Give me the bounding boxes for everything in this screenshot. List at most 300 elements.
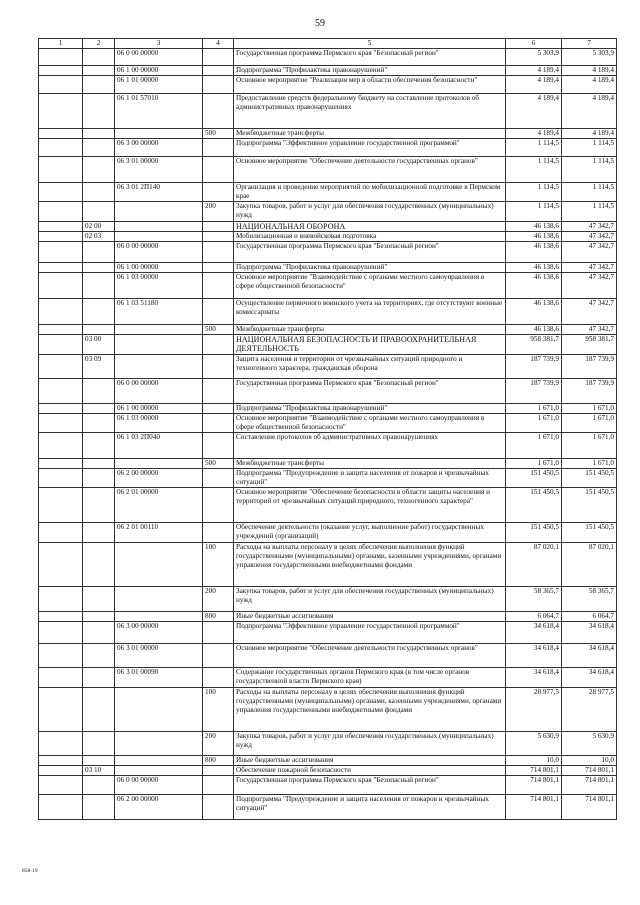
cell-target-code: 06 3 00 00000 — [115, 622, 203, 644]
cell-description: Межбюджетные трансферты — [234, 459, 506, 469]
cell-section — [83, 379, 115, 404]
cell-col1 — [39, 776, 83, 795]
cell-section — [83, 644, 115, 668]
cell-amount-year1: 5 303,9 — [506, 49, 562, 66]
cell-col1 — [39, 157, 83, 183]
cell-amount-year2: 151 450,5 — [562, 469, 617, 488]
table-row — [39, 587, 617, 612]
cell-target-code: 06 1 00 00000 — [115, 404, 203, 414]
table-row — [39, 222, 617, 232]
cell-target-code — [115, 222, 203, 232]
column-header: 6 — [506, 39, 562, 49]
column-header: 4 — [203, 39, 234, 49]
cell-amount-year2: 4 189,4 — [562, 66, 617, 76]
cell-amount-year2: 47 342,7 — [562, 222, 617, 232]
cell-description: Содержание государственных органов Пермского края (в том числе органов государственной власти Пермского края) — [234, 668, 506, 688]
cell-target-code — [115, 325, 203, 335]
cell-expense-type — [203, 766, 234, 776]
table-row — [39, 688, 617, 732]
cell-expense-type — [203, 273, 234, 299]
cell-expense-type — [203, 49, 234, 66]
column-header: 7 — [562, 39, 617, 49]
cell-amount-year2: 47 342,7 — [562, 299, 617, 325]
cell-target-code: 06 0 00 00000 — [115, 242, 203, 263]
cell-expense-type — [203, 795, 234, 820]
cell-amount-year2: 47 342,7 — [562, 242, 617, 263]
cell-section — [83, 157, 115, 183]
table-row — [39, 795, 617, 820]
cell-amount-year1: 4 189,4 — [506, 94, 562, 129]
cell-description: Осуществление первичного воинского учета на территориях, где отсутствуют военные комиссариаты — [234, 299, 506, 325]
cell-amount-year2: 58 365,7 — [562, 587, 617, 612]
table-row — [39, 459, 617, 469]
cell-amount-year1: 1 114,5 — [506, 139, 562, 157]
cell-amount-year1: 1 114,5 — [506, 183, 562, 202]
table-header-row — [39, 39, 617, 49]
cell-description: Межбюджетные трансферты — [234, 129, 506, 139]
table-row — [39, 622, 617, 644]
cell-col1 — [39, 66, 83, 76]
table-row — [39, 129, 617, 139]
cell-expense-type: 500 — [203, 459, 234, 469]
cell-amount-year1: 46 138,6 — [506, 222, 562, 232]
cell-target-code: 06 2 01 00110 — [115, 523, 203, 543]
table-row — [39, 183, 617, 202]
cell-amount-year2: 34 618,4 — [562, 668, 617, 688]
cell-target-code — [115, 202, 203, 222]
table-row — [39, 766, 617, 776]
cell-col1 — [39, 756, 83, 766]
cell-col1 — [39, 183, 83, 202]
cell-description: Закупка товаров, работ и услуг для обеспечения государственных (муниципальных) нужд — [234, 732, 506, 756]
cell-amount-year1: 151 450,5 — [506, 523, 562, 543]
cell-col1 — [39, 299, 83, 325]
cell-description: Основное мероприятие "Реализация мер в области обеспечения безопасности" — [234, 76, 506, 94]
cell-col1 — [39, 644, 83, 668]
cell-section — [83, 404, 115, 414]
cell-description: Защита населения и территории от чрезвычайных ситуаций природного и техногенного характера, гражданская оборона — [234, 355, 506, 379]
cell-section — [83, 299, 115, 325]
cell-amount-year1: 714 801,1 — [506, 795, 562, 820]
table-row — [39, 668, 617, 688]
table-row — [39, 325, 617, 335]
cell-amount-year1: 46 138,6 — [506, 263, 562, 273]
cell-target-code: 06 1 01 00000 — [115, 76, 203, 94]
table-row — [39, 776, 617, 795]
cell-amount-year2: 1 671,0 — [562, 459, 617, 469]
cell-amount-year2: 34 618,4 — [562, 644, 617, 668]
cell-amount-year1: 87 020,1 — [506, 543, 562, 587]
cell-target-code: 06 3 01 2П140 — [115, 183, 203, 202]
cell-target-code — [115, 732, 203, 756]
footer-code: 858-19 — [22, 868, 38, 874]
table-row — [39, 273, 617, 299]
table-row — [39, 66, 617, 76]
cell-expense-type — [203, 488, 234, 523]
cell-expense-type — [203, 355, 234, 379]
cell-expense-type: 200 — [203, 587, 234, 612]
cell-expense-type — [203, 404, 234, 414]
cell-col1 — [39, 379, 83, 404]
cell-target-code — [115, 129, 203, 139]
table-row — [39, 263, 617, 273]
cell-col1 — [39, 404, 83, 414]
cell-target-code: 06 1 00 00000 — [115, 263, 203, 273]
cell-target-code: 06 2 01 00000 — [115, 488, 203, 523]
cell-expense-type — [203, 222, 234, 232]
cell-expense-type — [203, 157, 234, 183]
cell-amount-year1: 46 138,6 — [506, 299, 562, 325]
cell-target-code: 06 3 01 00090 — [115, 668, 203, 688]
cell-amount-year2: 47 342,7 — [562, 232, 617, 242]
cell-section — [83, 433, 115, 459]
cell-section — [83, 543, 115, 587]
cell-section — [83, 459, 115, 469]
cell-expense-type — [203, 668, 234, 688]
cell-amount-year1: 46 138,6 — [506, 232, 562, 242]
cell-description: Закупка товаров, работ и услуг для обеспечения государственных (муниципальных) нужд — [234, 587, 506, 612]
cell-expense-type: 800 — [203, 756, 234, 766]
cell-description: Государственная программа Пермского края "Безопасный регион" — [234, 49, 506, 66]
cell-col1 — [39, 469, 83, 488]
cell-description: Подпрограмма "Эффективное управление государственной программой" — [234, 622, 506, 644]
cell-description: Государственная программа Пермского края "Безопасный регион" — [234, 776, 506, 795]
cell-expense-type: 200 — [203, 732, 234, 756]
cell-expense-type — [203, 94, 234, 129]
cell-amount-year1: 714 801,1 — [506, 766, 562, 776]
cell-target-code: 06 1 03 00000 — [115, 273, 203, 299]
cell-col1 — [39, 325, 83, 335]
cell-amount-year2: 1 114,5 — [562, 157, 617, 183]
cell-col1 — [39, 49, 83, 66]
column-header: 3 — [115, 39, 203, 49]
cell-description: Составление протоколов об административных правонарушениях — [234, 433, 506, 459]
cell-col1 — [39, 543, 83, 587]
cell-amount-year1: 1 671,0 — [506, 459, 562, 469]
cell-amount-year2: 10,0 — [562, 756, 617, 766]
cell-amount-year1: 187 739,9 — [506, 355, 562, 379]
cell-amount-year1: 151 450,5 — [506, 469, 562, 488]
cell-expense-type — [203, 776, 234, 795]
cell-target-code — [115, 459, 203, 469]
cell-description: Основное мероприятие "Взаимодействие с органами местного самоуправления в сфере общественной безопасности" — [234, 414, 506, 433]
cell-amount-year1: 1 671,0 — [506, 414, 562, 433]
table-row — [39, 139, 617, 157]
cell-amount-year1: 4 189,4 — [506, 76, 562, 94]
cell-amount-year2: 4 189,4 — [562, 76, 617, 94]
cell-target-code — [115, 355, 203, 379]
cell-expense-type — [203, 263, 234, 273]
cell-target-code: 06 1 03 51180 — [115, 299, 203, 325]
cell-col1 — [39, 232, 83, 242]
cell-target-code: 06 1 01 57010 — [115, 94, 203, 129]
table-row — [39, 756, 617, 766]
column-header: 5 — [234, 39, 506, 49]
table-row — [39, 543, 617, 587]
cell-description: НАЦИОНАЛЬНАЯ БЕЗОПАСНОСТЬ И ПРАВООХРАНИТЕЛЬНАЯ ДЕЯТЕЛЬНОСТЬ — [234, 335, 506, 355]
cell-amount-year1: 958 381,7 — [506, 335, 562, 355]
cell-col1 — [39, 488, 83, 523]
cell-target-code — [115, 756, 203, 766]
cell-col1 — [39, 795, 83, 820]
cell-section — [83, 668, 115, 688]
table-row — [39, 644, 617, 668]
cell-section — [83, 776, 115, 795]
cell-target-code: 06 3 00 00000 — [115, 139, 203, 157]
cell-amount-year2: 1 114,5 — [562, 183, 617, 202]
cell-section — [83, 325, 115, 335]
cell-amount-year2: 6 064,7 — [562, 612, 617, 622]
cell-amount-year1: 34 618,4 — [506, 668, 562, 688]
cell-amount-year2: 47 342,7 — [562, 325, 617, 335]
cell-section — [83, 488, 115, 523]
cell-section — [83, 183, 115, 202]
cell-amount-year1: 4 189,4 — [506, 66, 562, 76]
cell-description: Подпрограмма "Эффективное управление государственной программой" — [234, 139, 506, 157]
cell-amount-year2: 714 801,1 — [562, 766, 617, 776]
cell-target-code — [115, 232, 203, 242]
cell-amount-year2: 1 114,5 — [562, 202, 617, 222]
cell-expense-type — [203, 335, 234, 355]
cell-col1 — [39, 612, 83, 622]
cell-col1 — [39, 414, 83, 433]
cell-amount-year1: 151 450,5 — [506, 488, 562, 523]
cell-col1 — [39, 766, 83, 776]
table-row — [39, 732, 617, 756]
cell-amount-year2: 28 977,5 — [562, 688, 617, 732]
cell-section — [83, 523, 115, 543]
table-row — [39, 523, 617, 543]
cell-col1 — [39, 273, 83, 299]
cell-col1 — [39, 139, 83, 157]
cell-description: Иные бюджетные ассигнования — [234, 612, 506, 622]
cell-amount-year2: 1 671,0 — [562, 433, 617, 459]
cell-amount-year1: 187 739,9 — [506, 379, 562, 404]
cell-col1 — [39, 732, 83, 756]
table-row — [39, 335, 617, 355]
cell-section — [83, 795, 115, 820]
cell-target-code — [115, 543, 203, 587]
cell-section — [83, 263, 115, 273]
cell-section — [83, 469, 115, 488]
cell-expense-type — [203, 379, 234, 404]
cell-expense-type: 100 — [203, 543, 234, 587]
cell-col1 — [39, 523, 83, 543]
table-row — [39, 612, 617, 622]
cell-section — [83, 732, 115, 756]
table-row — [39, 414, 617, 433]
cell-description: Обеспечение деятельности (оказание услуг, выполнение работ) государственных учреждений (организаций) — [234, 523, 506, 543]
cell-section — [83, 76, 115, 94]
cell-target-code — [115, 766, 203, 776]
cell-amount-year2: 187 739,9 — [562, 355, 617, 379]
cell-expense-type — [203, 644, 234, 668]
cell-amount-year2: 47 342,7 — [562, 263, 617, 273]
cell-section — [83, 688, 115, 732]
table-row — [39, 202, 617, 222]
cell-amount-year1: 34 618,4 — [506, 644, 562, 668]
cell-target-code — [115, 688, 203, 732]
budget-table — [38, 38, 617, 820]
cell-target-code: 06 3 01 00000 — [115, 157, 203, 183]
cell-col1 — [39, 587, 83, 612]
cell-expense-type — [203, 523, 234, 543]
cell-amount-year2: 1 671,0 — [562, 404, 617, 414]
cell-section — [83, 66, 115, 76]
cell-amount-year1: 28 977,5 — [506, 688, 562, 732]
table-row — [39, 488, 617, 523]
cell-target-code: 06 0 00 00000 — [115, 776, 203, 795]
table-row — [39, 94, 617, 129]
cell-expense-type — [203, 433, 234, 459]
table-body — [39, 49, 617, 820]
cell-col1 — [39, 94, 83, 129]
cell-col1 — [39, 263, 83, 273]
cell-target-code: 06 2 00 00000 — [115, 469, 203, 488]
cell-col1 — [39, 202, 83, 222]
table-row — [39, 157, 617, 183]
cell-col1 — [39, 622, 83, 644]
cell-amount-year1: 6 064,7 — [506, 612, 562, 622]
cell-expense-type — [203, 414, 234, 433]
table-row — [39, 76, 617, 94]
cell-description: Иные бюджетные ассигнования — [234, 756, 506, 766]
cell-amount-year2: 5 630,9 — [562, 732, 617, 756]
cell-description: Предоставление средств федеральному бюджету на составление протоколов об административных правонарушениях — [234, 94, 506, 129]
cell-amount-year1: 58 365,7 — [506, 587, 562, 612]
table-row — [39, 299, 617, 325]
cell-amount-year2: 47 342,7 — [562, 273, 617, 299]
cell-target-code — [115, 612, 203, 622]
cell-expense-type: 100 — [203, 688, 234, 732]
cell-amount-year1: 5 630,9 — [506, 732, 562, 756]
cell-description: Подпрограмма "Предупреждение и защита населения от пожаров и чрезвычайных ситуаций" — [234, 469, 506, 488]
cell-target-code — [115, 587, 203, 612]
cell-expense-type — [203, 66, 234, 76]
cell-col1 — [39, 459, 83, 469]
cell-amount-year1: 1 114,5 — [506, 202, 562, 222]
cell-description: Организация и проведение мероприятий по мобилизационной подготовке в Пермском крае — [234, 183, 506, 202]
cell-description: Расходы на выплаты персоналу в целях обеспечения выполнения функций государственными (муниципальными) органами, казенными учреждениями, органами управления государственными внебюджетными фондами — [234, 543, 506, 587]
table-row — [39, 232, 617, 242]
cell-target-code: 06 1 03 00000 — [115, 414, 203, 433]
cell-section: 02 00 — [83, 222, 115, 232]
cell-description: Мобилизационная и вневойсковая подготовка — [234, 232, 506, 242]
cell-amount-year2: 151 450,5 — [562, 488, 617, 523]
column-header: 2 — [83, 39, 115, 49]
cell-section — [83, 49, 115, 66]
cell-target-code: 06 1 03 2П040 — [115, 433, 203, 459]
cell-expense-type: 500 — [203, 129, 234, 139]
cell-expense-type — [203, 469, 234, 488]
cell-description: Основное мероприятие "Взаимодействие с органами местного самоуправления в сфере общественной безопасности" — [234, 273, 506, 299]
cell-section — [83, 587, 115, 612]
cell-col1 — [39, 242, 83, 263]
page-number: 59 — [315, 18, 325, 29]
table-row — [39, 355, 617, 379]
cell-expense-type — [203, 139, 234, 157]
cell-expense-type: 200 — [203, 202, 234, 222]
cell-amount-year2: 1 671,0 — [562, 414, 617, 433]
cell-section — [83, 414, 115, 433]
cell-amount-year1: 4 189,4 — [506, 129, 562, 139]
cell-amount-year1: 10,0 — [506, 756, 562, 766]
cell-expense-type — [203, 622, 234, 644]
table-row — [39, 404, 617, 414]
cell-target-code: 06 3 01 00000 — [115, 644, 203, 668]
cell-section — [83, 756, 115, 766]
cell-target-code: 06 1 00 00000 — [115, 66, 203, 76]
cell-col1 — [39, 668, 83, 688]
cell-section — [83, 622, 115, 644]
cell-amount-year2: 4 189,4 — [562, 94, 617, 129]
cell-amount-year2: 187 739,9 — [562, 379, 617, 404]
cell-section — [83, 202, 115, 222]
cell-expense-type: 800 — [203, 612, 234, 622]
column-header: 1 — [39, 39, 83, 49]
cell-description: Основное мероприятие "Обеспечение деятельности государственных органов" — [234, 157, 506, 183]
cell-col1 — [39, 335, 83, 355]
cell-amount-year2: 151 450,5 — [562, 523, 617, 543]
cell-description: Подпрограмма "Профилактика правонарушений" — [234, 263, 506, 273]
cell-section: 03 10 — [83, 766, 115, 776]
cell-amount-year2: 87 020,1 — [562, 543, 617, 587]
cell-amount-year1: 46 138,6 — [506, 273, 562, 299]
cell-amount-year1: 1 671,0 — [506, 433, 562, 459]
cell-description: НАЦИОНАЛЬНАЯ ОБОРОНА — [234, 222, 506, 232]
cell-description: Закупка товаров, работ и услуг для обеспечения государственных (муниципальных) нужд — [234, 202, 506, 222]
cell-expense-type: 500 — [203, 325, 234, 335]
cell-col1 — [39, 76, 83, 94]
cell-description: Государственная программа Пермского края "Безопасный регион" — [234, 242, 506, 263]
cell-target-code: 06 2 00 00000 — [115, 795, 203, 820]
cell-description: Государственная программа Пермского края "Безопасный регион" — [234, 379, 506, 404]
cell-description: Подпрограмма "Профилактика правонарушений" — [234, 66, 506, 76]
cell-amount-year1: 714 801,1 — [506, 776, 562, 795]
cell-col1 — [39, 129, 83, 139]
cell-section — [83, 94, 115, 129]
cell-section — [83, 242, 115, 263]
cell-col1 — [39, 433, 83, 459]
cell-target-code: 06 0 00 00000 — [115, 49, 203, 66]
cell-amount-year2: 1 114,5 — [562, 139, 617, 157]
cell-section — [83, 129, 115, 139]
cell-amount-year2: 714 801,1 — [562, 795, 617, 820]
cell-expense-type — [203, 299, 234, 325]
cell-section — [83, 139, 115, 157]
cell-amount-year1: 1 671,0 — [506, 404, 562, 414]
cell-amount-year1: 46 138,6 — [506, 242, 562, 263]
cell-amount-year1: 34 618,4 — [506, 622, 562, 644]
cell-section: 03 00 — [83, 335, 115, 355]
table-row — [39, 49, 617, 66]
cell-description: Основное мероприятие "Обеспечение деятельности государственных органов" — [234, 644, 506, 668]
table-row — [39, 469, 617, 488]
cell-section: 02 03 — [83, 232, 115, 242]
cell-amount-year1: 1 114,5 — [506, 157, 562, 183]
table-row — [39, 379, 617, 404]
cell-section — [83, 273, 115, 299]
cell-description: Обеспечение пожарной безопасности — [234, 766, 506, 776]
cell-expense-type — [203, 232, 234, 242]
table-row — [39, 433, 617, 459]
cell-section: 03 09 — [83, 355, 115, 379]
cell-col1 — [39, 688, 83, 732]
cell-description: Расходы на выплаты персоналу в целях обеспечения выполнения функций государственными (муниципальными) органами, казенными учреждениями, органами управления государственными внебюджетными фондами — [234, 688, 506, 732]
cell-amount-year2: 5 303,9 — [562, 49, 617, 66]
cell-expense-type — [203, 183, 234, 202]
cell-col1 — [39, 222, 83, 232]
